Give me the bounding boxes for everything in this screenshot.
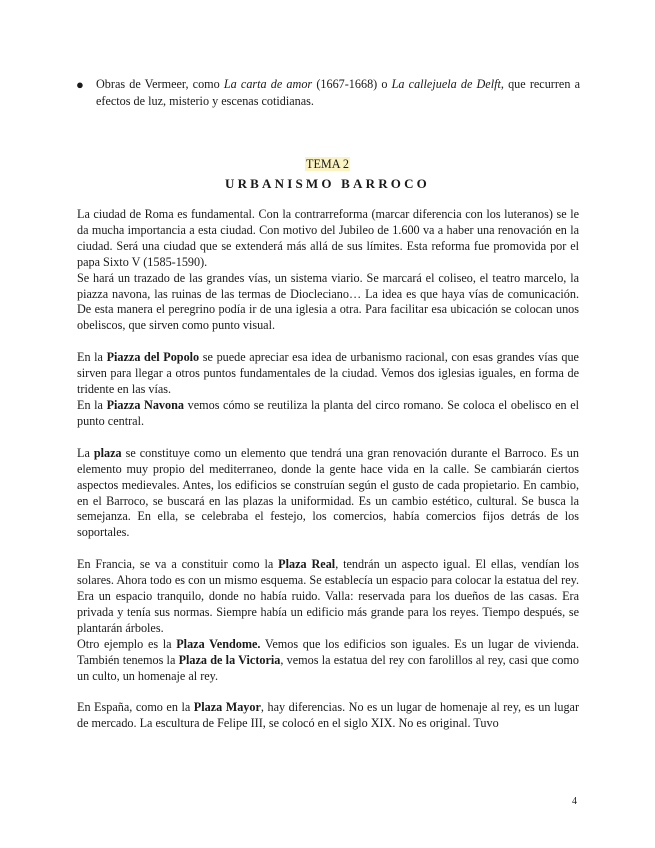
paragraph: Otro ejemplo es la Plaza Vendome. Vemos que los edificios son iguales. Es un lugar de vivienda. También tenemos la Plaza de la Victoria, vemos la estatua del rey con farolillos al rey, casi que como un culto, un homenaje al rey. [77,636,580,683]
bold-term: Plaza Mayor [193,700,261,715]
artwork-title: La carta de amor [223,77,313,91]
bold-term: Plaza Real [278,557,336,572]
bold-term: Piazza del Popolo [106,350,200,365]
paragraph: La plaza se constituye como un elemento que tendrá una gran renovación durante el Barroco. Es un elemento muy propio del mediterraneo, donde la gente hace vida en la calle. Se cambiarán ciertos aspectos medievales. Antes, los edificios se construían según el gusto de cada propietario. En cambio, en el Barroco, se buscará en las plazas la uniformidad. Es un cambio estético, cultural. Se busca la semejanza. En ella, se celebraba el festejo, los comercios, había comercios fijos detrás de los soportales. [77,445,579,540]
bullet-item-vermeer [76,76,580,110]
paragraph: En España, como en la Plaza Mayor, hay diferencias. No es un lugar de homenaje al rey, es un lugar de mercado. La escultura de Felipe III, se colocó en el siglo XIX. No es original. Tuvo [77,700,580,731]
bold-term: Piazza Navona [106,397,184,412]
paragraph: En la Piazza del Popolo se puede apreciar esa idea de urbanismo racional, con esas grandes vías que sirven para llegar a otros puntos fundamentales de la ciudad. Vemos dos iglesias iguales, en forma de tridente en las vías. [77,350,579,397]
paragraph: Se hará un trazado de las grandes vías, un sistema viario. Se marcará el coliseo, el teatro marcelo, la piazza navona, las ruinas de las termas de Diocleciano… La idea es que haya vías de comunicación. De esta manera el peregrino podía ir de una iglesia a otra. Para facilitar esa ubicación se colocan unos obeliscos, que sirven como punto visual. [77,270,579,333]
section-title: URBANISMO BARROCO [225,176,430,191]
paragraph: La ciudad de Roma es fundamental. Con la contrarreforma (marcar diferencia con los luteranos) se le da mucha importancia a esta ciudad. Con motivo del Jubileo de 1.600 va a haber una renovación en la ciudad. Será una ciudad que se extenderá más allá de sus límites. Esta reforma fue promovida por el papa Sixto V (1585-1590). [77,207,579,269]
artwork-title: La callejuela de Delft [391,77,501,91]
page-number: 4 [572,796,577,807]
bullet-dot-icon: ● [76,77,84,92]
section-label-wrap [0,157,655,172]
bullet-text: , que recurren a efectos de luz, misterio y escenas cotidianas. [96,77,580,108]
bullet-text: (1667-1668) o [312,77,392,91]
section-label: TEMA 2 [306,157,349,171]
paragraph: En Francia, se va a constituir como la Plaza Real, tendrán un aspecto igual. El ellas, vendían los solares. Ahora todo es con un mismo esquema. Se establecía un espacio para colocar la estatua del rey. Era un espacio tranquilo, donde no había ruido. Valla: reservada para los dueños de las casas. Era privada y tenía sus normas. Siempre había un edificio más grande para los reyes. Tiempo después, se plantarán árboles. [77,557,580,635]
bold-term: plaza [93,445,122,460]
paragraph: En la Piazza Navona vemos cómo se reutiliza la planta del circo romano. Se coloca el obelisco en el punto central. [77,397,579,428]
bold-term: Plaza de la Victoria [178,652,281,667]
bold-term: Plaza Vendome. [176,636,261,651]
bullet-text: Obras de Vermeer, como [96,77,224,91]
body-text [77,207,579,732]
